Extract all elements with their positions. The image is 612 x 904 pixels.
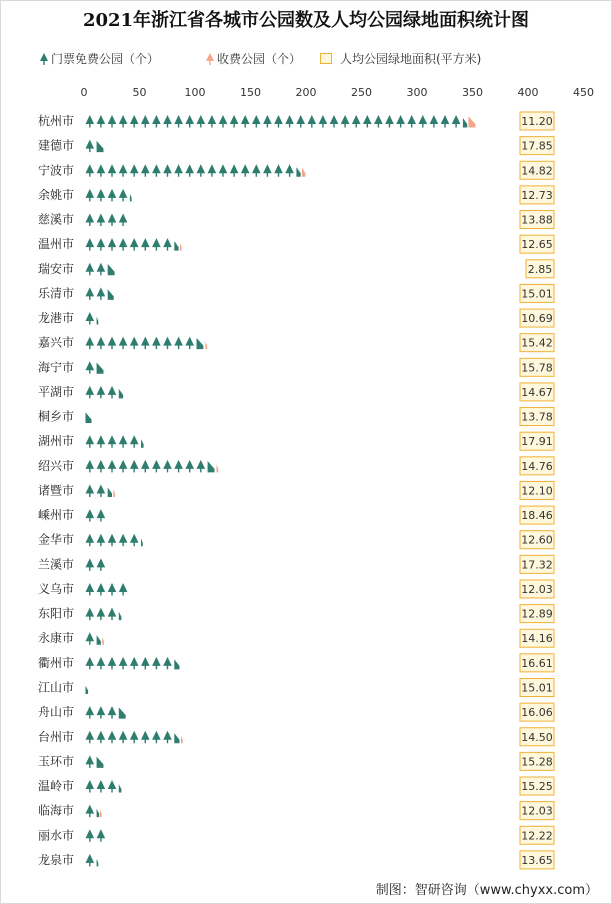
free-park-tree-partial-mark xyxy=(130,194,132,202)
category-label: 东阳市 xyxy=(37,606,74,621)
category-label: 慈溪市 xyxy=(37,212,74,227)
free-park-tree-mark xyxy=(130,534,139,547)
free-park-tree-mark xyxy=(97,706,106,719)
free-park-tree-mark xyxy=(141,115,150,128)
free-park-tree-mark xyxy=(163,657,172,670)
free-park-tree-mark xyxy=(86,583,95,596)
free-park-tree-mark xyxy=(185,337,194,350)
free-park-tree-mark xyxy=(407,115,416,128)
free-park-tree-mark xyxy=(86,854,95,867)
free-park-tree-mark xyxy=(230,115,239,128)
green-area-value: 12.22 xyxy=(521,829,553,843)
green-area-value: 11.20 xyxy=(521,115,553,128)
category-label: 杭州市 xyxy=(37,114,74,128)
free-park-tree-mark xyxy=(185,115,194,128)
free-park-tree-mark xyxy=(86,755,95,768)
free-park-tree-mark xyxy=(108,460,117,473)
x-tick-label: 300 xyxy=(406,86,428,99)
free-park-tree-partial-mark xyxy=(97,635,101,645)
category-label: 玉环市 xyxy=(37,754,74,769)
free-park-tree-mark xyxy=(86,632,95,645)
free-park-tree-mark xyxy=(130,164,139,177)
free-park-tree-mark xyxy=(419,115,428,128)
green-area-value: 15.25 xyxy=(521,780,553,794)
free-park-tree-mark xyxy=(86,731,95,744)
free-park-tree-partial-mark xyxy=(296,167,300,177)
category-label: 桐乡市 xyxy=(37,409,74,424)
paid-park-tree-partial-mark xyxy=(100,809,102,817)
free-park-tree-partial-mark xyxy=(174,733,179,743)
category-label: 建德市 xyxy=(37,138,74,153)
free-park-tree-mark xyxy=(97,214,106,227)
free-park-tree-mark xyxy=(452,115,461,128)
free-park-tree-mark xyxy=(130,435,139,448)
free-park-tree-mark xyxy=(141,731,150,744)
free-park-tree-mark xyxy=(130,115,139,128)
free-park-tree-mark xyxy=(97,829,106,842)
free-park-tree-mark xyxy=(385,115,394,128)
green-area-value: 12.89 xyxy=(521,607,553,621)
free-park-tree-mark xyxy=(119,731,128,744)
category-label: 乐清市 xyxy=(37,286,74,301)
free-park-tree-mark xyxy=(108,115,117,128)
free-park-tree-mark xyxy=(86,214,95,227)
free-park-tree-mark xyxy=(430,115,439,128)
free-park-tree-mark xyxy=(241,164,250,177)
x-tick-label: 400 xyxy=(517,86,539,99)
category-label: 温州市 xyxy=(37,237,74,252)
green-area-value: 12.10 xyxy=(521,484,553,498)
free-park-tree-partial-mark xyxy=(97,317,99,325)
free-park-tree-partial-mark xyxy=(141,439,144,447)
free-park-tree-mark xyxy=(108,534,117,547)
free-park-tree-mark xyxy=(86,263,95,276)
free-park-tree-mark xyxy=(163,164,172,177)
free-park-tree-mark xyxy=(141,337,150,350)
free-park-tree-mark xyxy=(352,115,361,128)
free-park-tree-mark xyxy=(152,115,161,128)
free-park-tree-mark xyxy=(86,435,95,448)
free-park-tree-mark xyxy=(263,115,272,128)
free-park-tree-mark xyxy=(97,657,106,670)
free-park-tree-mark xyxy=(197,164,206,177)
green-area-value: 15.78 xyxy=(521,361,553,375)
free-park-tree-mark xyxy=(185,460,194,473)
free-park-tree-mark xyxy=(374,115,383,128)
free-park-tree-mark xyxy=(174,164,183,177)
free-park-tree-partial-mark xyxy=(119,612,122,620)
category-label: 金华市 xyxy=(37,532,74,547)
free-park-tree-mark xyxy=(97,164,106,177)
free-park-tree-mark xyxy=(219,115,228,128)
legend-green-area-label: 人均公园绿地面积(平方米) xyxy=(340,52,482,66)
chart-credit: 制图：智研咨询（www.chyxx.com） xyxy=(375,883,598,898)
free-park-tree-mark xyxy=(308,115,317,128)
free-park-tree-partial-mark xyxy=(108,289,114,300)
free-park-tree-mark xyxy=(163,238,172,251)
category-label: 台州市 xyxy=(37,729,74,744)
free-park-tree-mark xyxy=(108,706,117,719)
free-park-tree-mark xyxy=(230,164,239,177)
green-area-value: 17.32 xyxy=(521,558,553,572)
free-park-tree-partial-mark xyxy=(174,659,179,669)
free-park-tree-mark xyxy=(97,780,106,793)
free-park-tree-mark xyxy=(86,558,95,571)
green-area-value: 14.82 xyxy=(521,164,553,178)
free-park-tree-mark xyxy=(119,657,128,670)
free-park-tree-mark xyxy=(97,386,106,399)
paid-park-tree-partial-mark xyxy=(180,243,182,251)
green-area-value: 13.65 xyxy=(521,853,553,867)
free-park-tree-partial-mark xyxy=(208,461,215,472)
x-tick-label: 450 xyxy=(573,86,594,99)
green-area-value: 10.69 xyxy=(521,312,553,326)
free-park-tree-mark xyxy=(108,214,117,227)
free-park-tree-mark xyxy=(97,534,106,547)
green-area-value: 2.85 xyxy=(527,262,553,276)
free-park-tree-mark xyxy=(86,706,95,719)
free-park-tree-mark xyxy=(152,731,161,744)
free-park-tree-mark xyxy=(152,337,161,350)
free-park-tree-mark xyxy=(86,829,95,842)
free-park-tree-mark xyxy=(119,115,128,128)
free-park-tree-mark xyxy=(285,164,294,177)
free-park-tree-partial-mark xyxy=(197,338,204,349)
free-park-tree-mark xyxy=(130,238,139,251)
free-park-tree-mark xyxy=(97,238,106,251)
free-park-tree-mark xyxy=(97,558,106,571)
free-park-tree-mark xyxy=(197,460,206,473)
category-label: 兰溪市 xyxy=(37,557,74,572)
free-park-tree-partial-mark xyxy=(86,686,89,694)
category-label: 龙港市 xyxy=(37,311,74,326)
free-park-tree-partial-mark xyxy=(97,141,104,152)
free-park-tree-mark xyxy=(97,731,106,744)
category-label: 临海市 xyxy=(37,803,74,818)
free-park-tree-mark xyxy=(119,460,128,473)
green-area-value: 14.76 xyxy=(521,459,553,473)
free-park-tree-mark xyxy=(152,460,161,473)
free-park-tree-mark xyxy=(163,337,172,350)
free-park-tree-mark xyxy=(108,238,117,251)
category-label: 义乌市 xyxy=(37,581,74,596)
legend-free-parks-label: 门票免费公园（个） xyxy=(51,52,160,66)
free-park-tree-mark xyxy=(97,263,106,276)
free-park-tree-mark xyxy=(97,189,106,202)
free-park-tree-mark xyxy=(86,140,95,153)
free-park-tree-mark xyxy=(119,583,128,596)
free-park-tree-mark xyxy=(97,460,106,473)
free-park-tree-mark xyxy=(86,361,95,374)
chart-title: 2021年浙江省各城市公园数及人均公园绿地面积统计图 xyxy=(82,10,530,31)
free-park-tree-mark xyxy=(141,238,150,251)
category-label: 龙泉市 xyxy=(37,852,74,867)
free-park-tree-partial-mark xyxy=(119,389,123,399)
free-park-tree-mark xyxy=(108,435,117,448)
free-park-tree-mark xyxy=(130,337,139,350)
free-park-tree-partial-mark xyxy=(108,264,115,275)
free-park-tree-mark xyxy=(86,460,95,473)
free-park-tree-mark xyxy=(396,115,405,128)
green-area-value: 18.46 xyxy=(521,509,553,523)
free-park-tree-mark xyxy=(86,115,95,128)
green-area-value: 16.06 xyxy=(521,706,553,720)
green-area-value: 14.67 xyxy=(521,385,553,399)
free-park-tree-mark xyxy=(130,460,139,473)
category-label: 江山市 xyxy=(37,680,74,695)
free-park-tree-mark xyxy=(119,164,128,177)
free-park-tree-mark xyxy=(141,164,150,177)
x-tick-label: 350 xyxy=(462,86,483,99)
free-park-tree-partial-mark xyxy=(86,412,92,423)
free-park-tree-mark xyxy=(152,238,161,251)
free-park-tree-partial-mark xyxy=(97,809,100,817)
category-label: 嵊州市 xyxy=(37,508,74,523)
free-park-tree-mark xyxy=(97,115,106,128)
category-label: 舟山市 xyxy=(37,705,74,720)
category-label: 平湖市 xyxy=(37,384,74,399)
free-park-tree-mark xyxy=(108,164,117,177)
free-park-tree-mark xyxy=(86,509,95,522)
category-label: 嘉兴市 xyxy=(37,335,74,350)
category-label: 丽水市 xyxy=(37,828,74,843)
free-park-tree-mark xyxy=(330,115,339,128)
free-park-tree-partial-mark xyxy=(108,487,112,497)
free-park-tree-mark xyxy=(86,484,95,497)
free-park-tree-mark xyxy=(185,164,194,177)
paid-park-tree-partial-mark xyxy=(113,489,115,497)
free-park-tree-mark xyxy=(86,189,95,202)
free-park-tree-mark xyxy=(152,164,161,177)
free-park-tree-mark xyxy=(130,731,139,744)
free-park-tree-mark xyxy=(163,460,172,473)
paid-park-tree-partial-mark xyxy=(102,637,104,645)
free-park-tree-mark xyxy=(108,337,117,350)
free-park-tree-mark xyxy=(119,337,128,350)
category-label: 衢州市 xyxy=(37,655,74,670)
x-tick-label: 150 xyxy=(240,86,261,99)
free-park-tree-partial-mark xyxy=(119,784,122,792)
free-park-tree-mark xyxy=(108,780,117,793)
free-park-tree-mark xyxy=(441,115,450,128)
green-area-value: 15.28 xyxy=(521,755,553,769)
green-area-value: 14.16 xyxy=(521,632,553,646)
x-tick-label: 50 xyxy=(132,86,147,99)
free-park-tree-mark xyxy=(252,115,261,128)
free-park-tree-mark xyxy=(174,337,183,350)
green-area-value: 17.91 xyxy=(521,435,553,449)
green-area-value: 15.01 xyxy=(521,681,553,695)
free-park-tree-mark xyxy=(97,509,106,522)
free-park-tree-mark xyxy=(174,115,183,128)
free-park-tree-mark xyxy=(108,731,117,744)
green-area-value: 12.03 xyxy=(521,582,553,596)
free-park-tree-mark xyxy=(86,608,95,621)
x-tick-label: 0 xyxy=(80,86,88,99)
free-park-tree-mark xyxy=(152,657,161,670)
free-park-tree-mark xyxy=(285,115,294,128)
green-area-value: 12.73 xyxy=(521,188,553,202)
free-park-tree-mark xyxy=(163,731,172,744)
free-park-tree-partial-mark xyxy=(174,241,178,251)
green-area-value: 14.50 xyxy=(521,730,553,744)
paid-park-tree-partial-mark xyxy=(302,168,305,177)
paid-park-tree-partial-mark xyxy=(205,341,207,349)
free-park-tree-mark xyxy=(97,484,106,497)
category-label: 余姚市 xyxy=(37,187,74,202)
free-park-tree-mark xyxy=(86,164,95,177)
free-park-tree-mark xyxy=(119,189,128,202)
green-area-value: 12.03 xyxy=(521,804,553,818)
free-park-tree-mark xyxy=(119,238,128,251)
free-park-tree-mark xyxy=(141,460,150,473)
free-park-tree-mark xyxy=(86,805,95,818)
free-park-tree-mark xyxy=(208,115,217,128)
free-park-tree-mark xyxy=(319,115,328,128)
free-park-tree-mark xyxy=(274,115,283,128)
free-park-tree-mark xyxy=(208,164,217,177)
free-park-tree-mark xyxy=(86,780,95,793)
free-park-tree-mark xyxy=(97,608,106,621)
free-park-tree-mark xyxy=(197,115,206,128)
free-park-tree-mark xyxy=(108,583,117,596)
free-park-tree-mark xyxy=(174,460,183,473)
category-label: 湖州市 xyxy=(37,434,74,449)
free-park-tree-mark xyxy=(263,164,272,177)
paid-park-tree-partial-mark xyxy=(216,465,218,473)
category-label: 温岭市 xyxy=(37,779,74,794)
free-park-tree-partial-mark xyxy=(141,539,143,547)
free-park-tree-mark xyxy=(86,287,95,300)
green-area-value: 15.01 xyxy=(521,287,553,301)
free-park-tree-mark xyxy=(141,657,150,670)
free-park-tree-partial-mark xyxy=(97,859,99,867)
green-area-value: 15.42 xyxy=(521,336,553,350)
free-park-tree-mark xyxy=(219,164,228,177)
free-park-tree-mark xyxy=(86,534,95,547)
free-park-tree-mark xyxy=(163,115,172,128)
free-park-tree-mark xyxy=(97,287,106,300)
green-area-value: 12.60 xyxy=(521,533,553,547)
free-park-tree-mark xyxy=(119,214,128,227)
free-park-tree-mark xyxy=(108,657,117,670)
green-area-value: 16.61 xyxy=(521,656,553,670)
free-park-tree-mark xyxy=(86,312,95,325)
legend-paid-parks-label: 收费公园（个） xyxy=(217,52,302,66)
green-area-value: 13.78 xyxy=(521,410,553,424)
free-park-tree-mark xyxy=(97,435,106,448)
free-park-tree-partial-mark xyxy=(97,363,104,374)
x-tick-label: 200 xyxy=(295,86,317,99)
category-label: 宁波市 xyxy=(37,163,74,178)
free-park-tree-mark xyxy=(97,583,106,596)
x-tick-label: 100 xyxy=(184,86,206,99)
green-area-value: 13.88 xyxy=(521,213,553,227)
free-park-tree-mark xyxy=(119,435,128,448)
category-label: 诸暨市 xyxy=(37,483,74,498)
x-tick-label: 250 xyxy=(351,86,372,99)
free-park-tree-mark xyxy=(108,189,117,202)
free-park-tree-partial-mark xyxy=(463,118,467,128)
paid-park-tree-partial-mark xyxy=(181,736,183,744)
free-park-tree-mark xyxy=(86,337,95,350)
free-park-tree-mark xyxy=(341,115,350,128)
free-park-tree-partial-mark xyxy=(97,757,104,768)
green-area-value: 17.85 xyxy=(521,139,553,153)
category-label: 永康市 xyxy=(37,631,74,646)
category-label: 绍兴市 xyxy=(37,458,74,473)
category-label: 海宁市 xyxy=(37,360,74,375)
free-park-tree-partial-mark xyxy=(119,707,126,718)
free-park-tree-mark xyxy=(86,238,95,251)
free-park-tree-mark xyxy=(363,115,372,128)
free-park-tree-mark xyxy=(108,386,117,399)
category-label: 瑞安市 xyxy=(37,261,74,276)
free-park-tree-mark xyxy=(86,657,95,670)
free-park-tree-mark xyxy=(108,608,117,621)
free-park-tree-mark xyxy=(130,657,139,670)
free-park-tree-mark xyxy=(241,115,250,128)
free-park-tree-mark xyxy=(86,386,95,399)
free-park-tree-mark xyxy=(296,115,305,128)
green-area-value: 12.65 xyxy=(521,238,553,252)
free-park-tree-mark xyxy=(274,164,283,177)
free-park-tree-mark xyxy=(252,164,261,177)
paid-park-tree-partial-mark xyxy=(468,116,475,127)
free-park-tree-mark xyxy=(97,337,106,350)
free-park-tree-mark xyxy=(119,534,128,547)
